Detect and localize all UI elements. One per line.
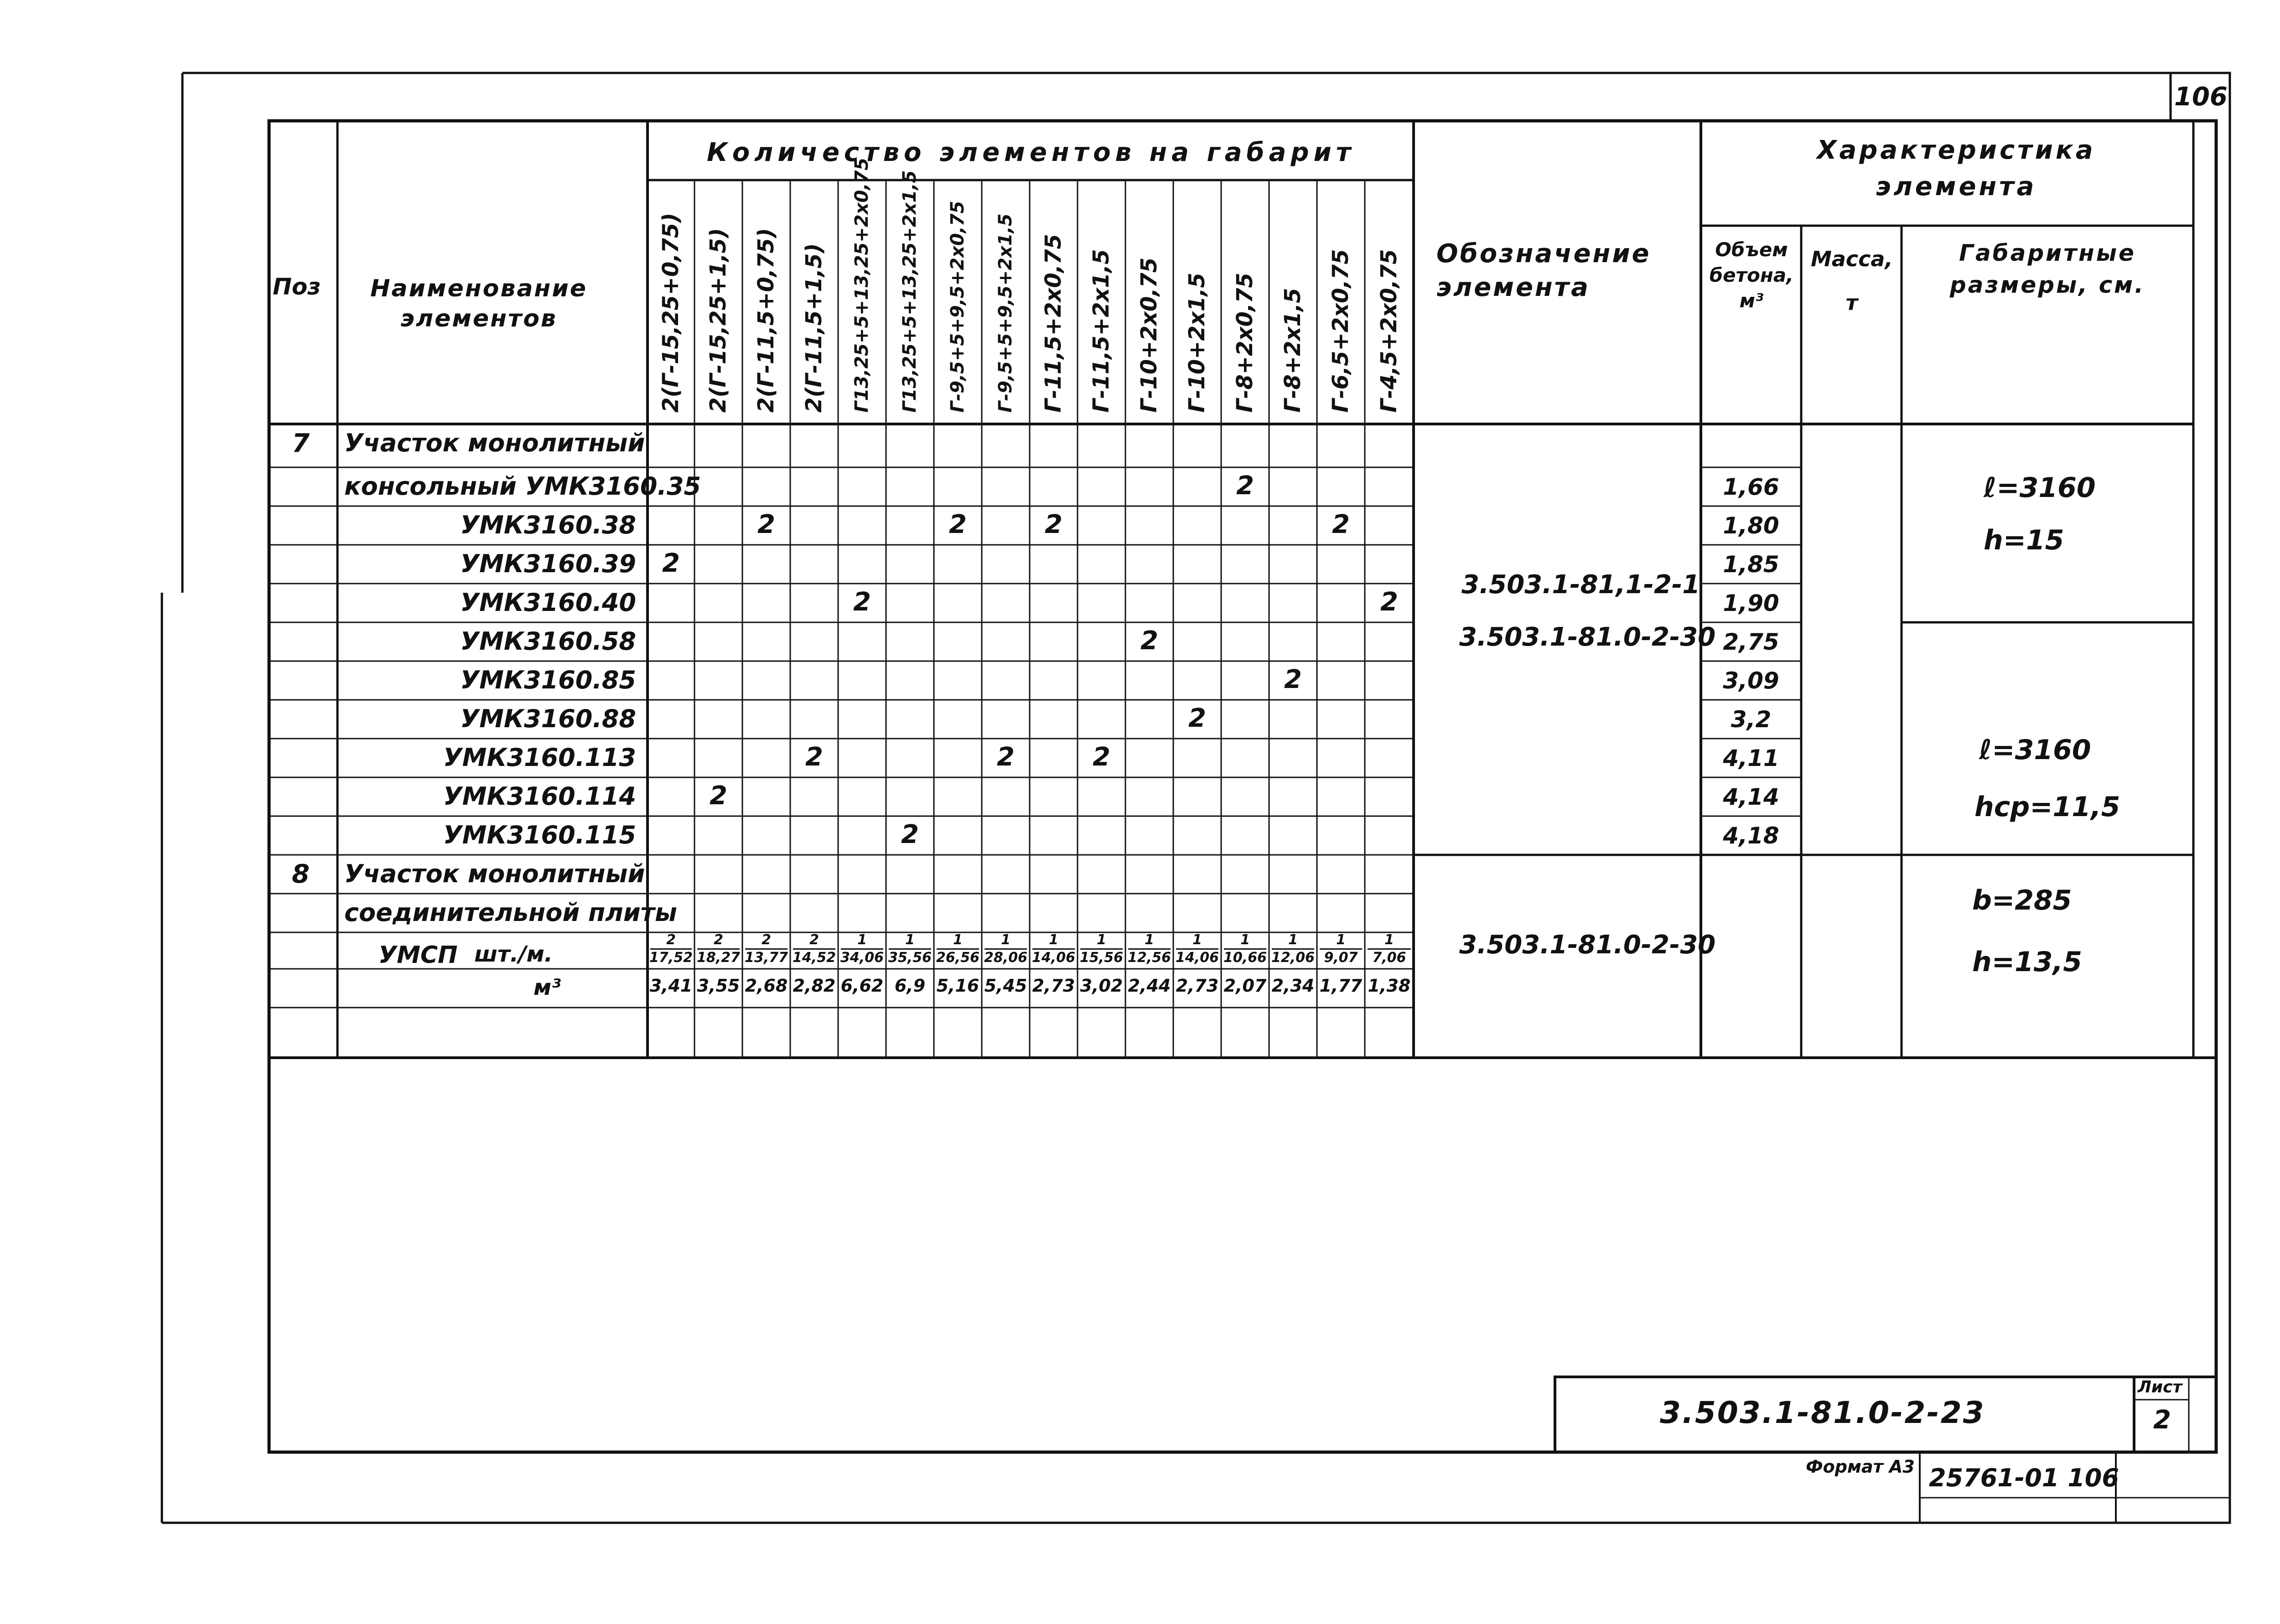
row-name: УМК3160.88 [460, 704, 636, 733]
umsp-length: 26,56 [936, 950, 979, 966]
row-pos: 7 [292, 429, 310, 458]
header-char-group: Характеристика элемента [1817, 135, 2096, 202]
column-header: Г-4,5+2x0,75 [1376, 249, 1402, 413]
stamp-code: 3.503.1-81.0-2-23 [1660, 1395, 1985, 1430]
volume-cell: 1,66 [1723, 474, 1779, 500]
header-dims: Габаритные размеры, см. [1949, 240, 2145, 298]
umsp-unit-pcs: шт./м. [474, 941, 553, 967]
quantity-cell: 2 [997, 742, 1015, 772]
dims-h-3: h=13,5 [1972, 946, 2083, 978]
quantity-cell: 2 [1188, 703, 1206, 733]
umsp-length: 13,77 [745, 950, 788, 966]
umsp-m3: 2,34 [1271, 976, 1315, 996]
umsp-length: 10,66 [1223, 950, 1267, 966]
row-name: Участок монолитный [344, 859, 645, 888]
volume-cell: 2,75 [1723, 629, 1779, 655]
umsp-length: 34,06 [840, 950, 884, 966]
volume-cell: 1,85 [1723, 551, 1779, 578]
quantity-cell: 2 [853, 587, 871, 617]
volume-cell: 4,14 [1723, 784, 1779, 810]
stamp-format: Формат А3 [1806, 1457, 1915, 1477]
umsp-m3: 2,73 [1176, 976, 1219, 996]
header-volume: Объем бетона, м³ [1709, 238, 1794, 312]
umsp-m3: 3,41 [649, 976, 693, 996]
umsp-length: 12,06 [1271, 950, 1315, 966]
umsp-m3: 1,77 [1319, 976, 1363, 996]
umsp-m3: 2,73 [1032, 976, 1075, 996]
designation-7a: 3.503.1-81,1-2-1 [1461, 570, 1700, 600]
umsp-count: 1 [857, 932, 867, 948]
row-name: УМК3160.39 [460, 549, 636, 578]
quantity-cell: 2 [757, 510, 775, 539]
column-header: Г13,25+5+13,25+2x0,75 [851, 157, 872, 413]
row-name: УМК3160.38 [460, 511, 636, 539]
row-name: УМК3160.85 [460, 666, 636, 694]
umsp-length: 18,27 [697, 950, 740, 966]
row-name: УМК3160.114 [443, 782, 636, 811]
umsp-length: 35,56 [888, 950, 932, 966]
umsp-length: 28,06 [984, 950, 1027, 966]
row-name: УМК3160.40 [460, 588, 636, 617]
volume-cell: 1,90 [1723, 590, 1779, 616]
umsp-m3: 1,38 [1368, 976, 1411, 996]
quantity-cell: 2 [1045, 510, 1062, 539]
column-header: Г-11,5+2x1,5 [1088, 249, 1114, 413]
umsp-length: 15,56 [1080, 950, 1123, 966]
umsp-count: 2 [809, 932, 819, 948]
volume-cell: 3,09 [1723, 667, 1779, 694]
column-header: Г-9,5+5+9,5+2x1,5 [995, 213, 1016, 413]
dims-l-2: ℓ=3160 [1979, 734, 2091, 766]
umsp-m3: 2,82 [793, 976, 836, 996]
column-header: Г13,25+5+13,25+2x1,5 [899, 170, 920, 413]
row-name: УМК3160.113 [443, 743, 636, 772]
column-header: Г-8+2x0,75 [1232, 273, 1258, 413]
volume-cell: 3,2 [1731, 706, 1772, 733]
column-header: Г-10+2x0,75 [1136, 257, 1162, 413]
umsp-m3: 5,45 [984, 976, 1027, 996]
volume-cell: 4,18 [1723, 822, 1779, 849]
quantity-cell: 2 [901, 820, 919, 849]
quantity-cell: 2 [805, 742, 823, 772]
umsp-count: 2 [666, 932, 676, 948]
umsp-count: 1 [1145, 932, 1154, 948]
umsp-count: 1 [953, 932, 963, 948]
dims-l-1: ℓ=3160 [1984, 472, 2096, 504]
header-qty-group: Количество элементов на габарит [707, 138, 1356, 167]
umsp-m3: 2,07 [1223, 976, 1267, 996]
umsp-m3: 2,68 [745, 976, 788, 996]
row-name: УМК3160.115 [443, 821, 636, 849]
header-mass: Масса, т [1811, 247, 1893, 315]
volume-cell: 4,11 [1723, 745, 1779, 771]
umsp-count: 2 [762, 932, 771, 948]
volume-cell: 1,80 [1723, 512, 1779, 539]
column-header: Г-9,5+5+9,5+2x0,75 [947, 201, 968, 413]
column-header: 2(Г-11,5+0,75) [753, 228, 779, 413]
row-name: Участок монолитный [344, 429, 645, 457]
column-header: 2(Г-15,25+1,5) [705, 228, 731, 413]
umsp-m3: 6,9 [894, 976, 926, 996]
stamp-inv: 25761-01 106 [1929, 1464, 2119, 1492]
column-header: Г-6,5+2x0,75 [1327, 249, 1353, 413]
quantity-cell: 2 [662, 548, 680, 578]
umsp-label: УМСП [378, 941, 458, 969]
umsp-count: 2 [714, 932, 723, 948]
column-header: Г-10+2x1,5 [1184, 273, 1210, 413]
row-name: УМК3160.58 [460, 627, 636, 656]
quantity-cell: 2 [710, 781, 727, 811]
umsp-count: 1 [1097, 932, 1106, 948]
header-designation: Обозначение элемента [1436, 239, 1651, 302]
quantity-cell: 2 [1236, 471, 1254, 501]
dims-b-3: b=285 [1972, 884, 2072, 916]
umsp-count: 1 [1384, 932, 1394, 948]
dims-h-2: hср=11,5 [1974, 791, 2120, 823]
umsp-count: 1 [1336, 932, 1346, 948]
column-header: 2(Г-11,5+1,5) [801, 243, 827, 413]
umsp-count: 1 [1192, 932, 1202, 948]
quantity-cell: 2 [1332, 510, 1350, 539]
header-name: Наименование элементов [370, 275, 588, 332]
umsp-length: 9,07 [1324, 950, 1358, 966]
row-name: соединительной плиты [344, 898, 677, 927]
quantity-cell: 2 [1284, 665, 1302, 694]
umsp-m3: 3,02 [1080, 976, 1123, 996]
umsp-count: 1 [905, 932, 915, 948]
quantity-cell: 2 [1140, 626, 1158, 656]
column-header: 2(Г-15,25+0,75) [658, 212, 684, 413]
umsp-m3: 5,16 [936, 976, 979, 996]
stamp-sheet: 2 [2153, 1405, 2171, 1435]
column-header: Г-11,5+2x0,75 [1040, 234, 1066, 413]
umsp-length: 14,06 [1176, 950, 1219, 966]
designation-8: 3.503.1-81.0-2-30 [1459, 930, 1716, 960]
sheet-number-top: 106 [2174, 82, 2228, 112]
row-pos: 8 [292, 859, 310, 889]
umsp-length: 14,52 [793, 950, 836, 966]
header-pos: Поз [273, 274, 321, 300]
umsp-length: 12,56 [1128, 950, 1171, 966]
umsp-m3: 3,55 [697, 976, 740, 996]
umsp-length: 7,06 [1372, 950, 1406, 966]
umsp-count: 1 [1049, 932, 1058, 948]
umsp-count: 1 [1001, 932, 1010, 948]
column-header: Г-8+2x1,5 [1280, 288, 1306, 413]
umsp-length: 14,06 [1032, 950, 1075, 966]
stamp-sheet-label: Лист [2138, 1378, 2182, 1396]
umsp-length: 17,52 [649, 950, 693, 966]
row-name: консольный УМК3160.35 [344, 472, 701, 501]
quantity-cell: 2 [949, 510, 967, 539]
umsp-m3: 6,62 [840, 976, 884, 996]
dims-h-1: h=15 [1984, 524, 2064, 556]
designation-7b: 3.503.1-81.0-2-30 [1459, 622, 1716, 652]
umsp-count: 1 [1288, 932, 1298, 948]
umsp-unit-m3: м³ [534, 975, 561, 1000]
quantity-cell: 2 [1093, 742, 1110, 772]
quantity-cell: 2 [1380, 587, 1398, 617]
umsp-count: 1 [1240, 932, 1250, 948]
umsp-m3: 2,44 [1128, 976, 1171, 996]
